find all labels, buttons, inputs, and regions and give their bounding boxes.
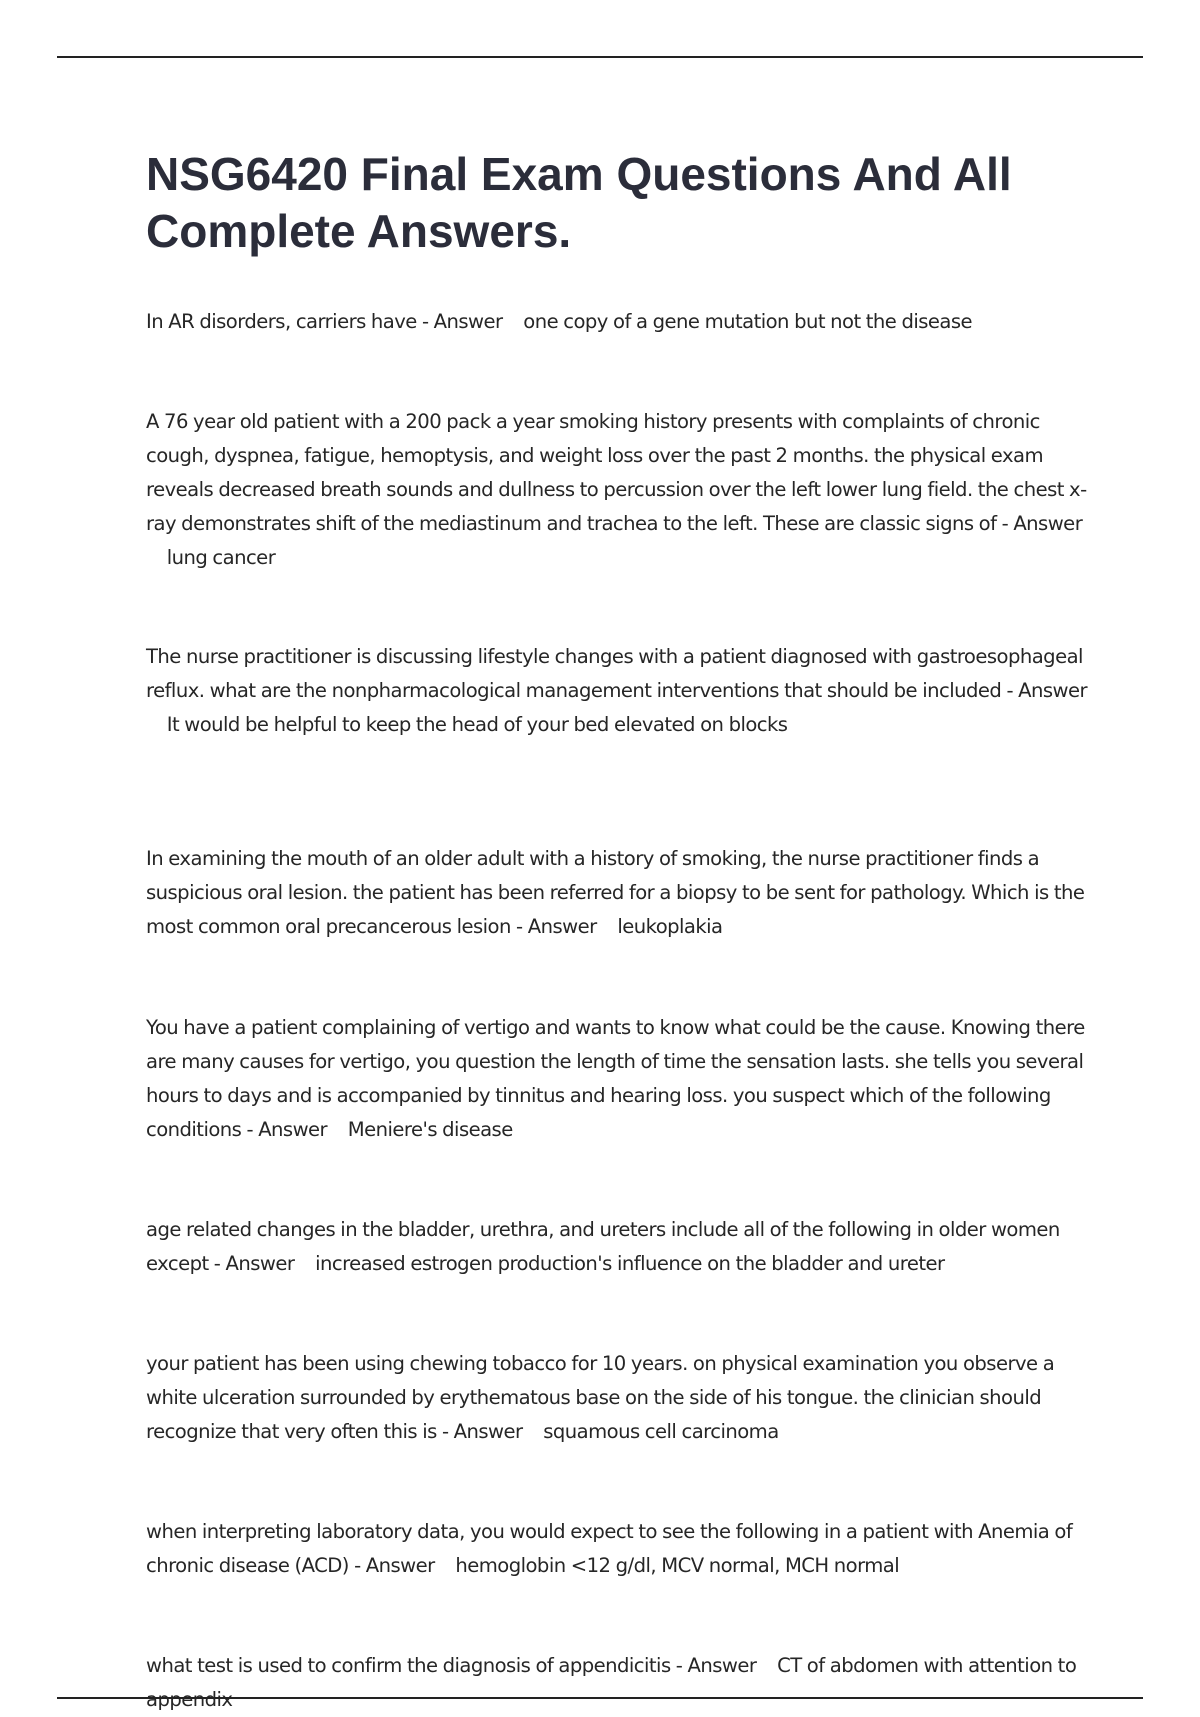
answer-label: - Answer <box>510 915 597 938</box>
question-text: In AR disorders, carriers have <box>146 310 417 333</box>
answer-label: - Answer <box>670 1654 757 1677</box>
question-text: You have a patient complaining of vertigo and wants to know what could be the cause. Knowing there are many causes for vertigo, you question the length of time the sensation lasts. she tells you several hours to days and is accompanied by tinnitus and hearing loss. you suspect which of the following conditions <box>146 1016 1085 1141</box>
question-text: what test is used to confirm the diagnosis of appendicitis <box>146 1654 671 1677</box>
page-bottom-rule <box>57 1697 1143 1699</box>
qa-item-1 <box>146 305 1096 339</box>
qa-item-4 <box>146 842 1096 944</box>
answer-text: increased estrogen production's influence on the bladder and ureter <box>315 1252 945 1275</box>
answer-text: squamous cell carcinoma <box>543 1420 779 1443</box>
qa-item-2 <box>146 405 1096 575</box>
question-text: when interpreting laboratory data, you would expect to see the following in a patient with Anemia of chronic disease (ACD) <box>146 1520 1073 1577</box>
question-text: In examining the mouth of an older adult with a history of smoking, the nurse practitioner finds a suspicious oral lesion. the patient has been referred for a biopsy to be sent for pathology. Which is the most common oral precancerous lesion <box>146 847 1085 938</box>
qa-item-3 <box>146 640 1096 742</box>
answer-label: - Answer <box>208 1252 295 1275</box>
answer-text: hemoglobin <12 g/dl, MCV normal, MCH normal <box>455 1554 900 1577</box>
qa-item-7 <box>146 1347 1096 1449</box>
answer-label: - Answer <box>1001 679 1088 702</box>
answer-label: - Answer <box>996 512 1083 535</box>
answer-label: - Answer <box>416 310 503 333</box>
qa-item-8 <box>146 1515 1096 1583</box>
answer-text: CT of abdomen with attention to appendix <box>146 1654 1077 1711</box>
question-text: A 76 year old patient with a 200 pack a year smoking history presents with complaints of chronic cough, dyspnea, fatigue, hemoptysis, and weight loss over the past 2 months. the physical exam reveals decreased breath sounds and dullness to percussion over the left lower lung field. the chest x-ray demonstrates shift of the mediastinum and trachea to the left. These are classic signs of <box>146 410 1087 535</box>
question-text: your patient has been using chewing tobacco for 10 years. on physical examination you observe a white ulceration surrounded by erythematous base on the side of his tongue. the clinician should recognize that very often this is <box>146 1352 1055 1443</box>
qa-item-9 <box>146 1649 1096 1717</box>
answer-text: one copy of a gene mutation but not the disease <box>523 310 973 333</box>
page-top-rule <box>57 56 1143 58</box>
answer-text: lung cancer <box>166 546 276 569</box>
answer-label: - Answer <box>241 1118 328 1141</box>
answer-label: - Answer <box>436 1420 523 1443</box>
qa-item-6 <box>146 1213 1096 1281</box>
document-title: NSG6420 Final Exam Questions And All Complete Answers. <box>146 148 1012 257</box>
answer-text: Meniere's disease <box>347 1118 513 1141</box>
answer-text: leukoplakia <box>617 915 723 938</box>
qa-item-5 <box>146 1011 1096 1147</box>
answer-label: - Answer <box>348 1554 435 1577</box>
question-text: The nurse practitioner is discussing lifestyle changes with a patient diagnosed with gastroesophageal reflux. what are the nonpharmacological management interventions that should be included <box>146 645 1083 702</box>
answer-text: It would be helpful to keep the head of your bed elevated on blocks <box>166 713 788 736</box>
question-text: age related changes in the bladder, urethra, and ureters include all of the following in older women except <box>146 1218 1060 1275</box>
